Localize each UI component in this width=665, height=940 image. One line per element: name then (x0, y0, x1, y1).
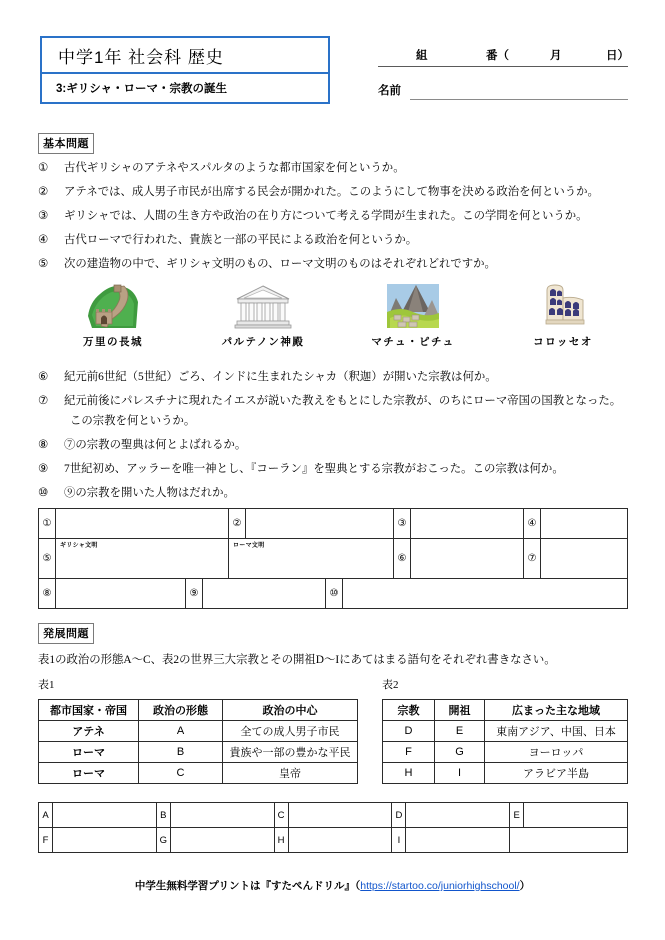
question-item (38, 462, 638, 477)
table2-header-0: 宗教 (383, 700, 435, 721)
question-item (38, 486, 638, 501)
footer-text-after: ） (519, 880, 531, 892)
basic-question-list (38, 161, 638, 280)
page-title: 中学1年 社会科 歴史 (58, 47, 224, 67)
answer-marker: ③ (394, 509, 411, 538)
day-label: 日） (606, 50, 629, 62)
answer-cell-1[interactable] (39, 509, 229, 538)
answer-cell-3[interactable] (394, 509, 524, 538)
answer-field[interactable] (524, 803, 627, 827)
question-item (38, 185, 638, 200)
machu-picchu-icon (338, 280, 488, 330)
footer-url[interactable]: https://startoo.co/juniorhighschool/ (360, 880, 520, 892)
answer-row (39, 539, 627, 579)
answer-row (39, 509, 627, 539)
question-item (38, 209, 638, 224)
table1-cell: 貴族や一部の豊かな平民 (223, 742, 358, 763)
answer-cell-4[interactable] (524, 509, 627, 538)
question-number: ⑦ (38, 394, 49, 407)
answer-cell-g[interactable] (157, 828, 275, 852)
answer-field[interactable] (289, 828, 392, 852)
answer-marker: E (510, 803, 524, 827)
answer-field[interactable] (53, 828, 156, 852)
answer-cell-d[interactable] (392, 803, 510, 827)
answer-marker: G (157, 828, 171, 852)
student-id-row (378, 42, 628, 67)
table2-cell: ヨーロッパ (485, 742, 628, 763)
answer-cell-a[interactable] (39, 803, 157, 827)
answer-cell-b[interactable] (157, 803, 275, 827)
question-text: 7世紀初め、アッラーを唯一神とし、『コーラン』を聖典とする宗教がおこった。この宗教は何か。 (64, 463, 564, 476)
table1-label: 表1 (38, 679, 55, 691)
answer-marker: ⑧ (39, 579, 56, 608)
answer-field[interactable] (406, 803, 509, 827)
table1-cell: B (139, 742, 223, 763)
answer-field[interactable] (289, 803, 392, 827)
question-number: ④ (38, 233, 49, 246)
answer-field[interactable] (229, 539, 393, 578)
question-number: ⑨ (38, 463, 49, 476)
answer-cell-e[interactable] (510, 803, 627, 827)
worksheet-title-box (40, 36, 330, 74)
class-label: 組 (416, 50, 428, 62)
question-text: アテネでは、成人男子市民が出席する民会が開かれた。このようにして物事を決める政治を何というか。 (64, 185, 599, 198)
table-row (39, 721, 358, 742)
basic-question-list-continued (38, 370, 638, 510)
answer-row (39, 579, 627, 608)
answer-marker: ⑨ (186, 579, 203, 608)
answer-marker: ⑩ (326, 579, 343, 608)
table-row (383, 763, 628, 784)
table-row (383, 721, 628, 742)
month-label: 月 (550, 50, 562, 62)
question-number: ① (38, 162, 49, 174)
basic-section-label: 基本問題 (38, 133, 94, 154)
answer-hint-roman: ローマ文明 (233, 543, 265, 549)
answer-field[interactable] (56, 509, 228, 538)
question-item (38, 438, 638, 453)
answer-marker: B (157, 803, 171, 827)
answer-field[interactable] (411, 509, 523, 538)
question-text: 紀元前後にパレスチナに現れたイエスが説いた教えをもとにした宗教が、のちにローマ帝国の国教となった。 (64, 394, 622, 407)
table2-label: 表2 (382, 679, 399, 691)
monument-item (38, 280, 188, 349)
table-row (39, 742, 358, 763)
answer-row (39, 828, 627, 852)
answer-marker: ④ (524, 509, 541, 538)
parthenon-icon (188, 280, 338, 330)
answer-cell-10[interactable] (326, 579, 627, 608)
table1-cell: A (139, 721, 223, 742)
question-item (38, 257, 638, 272)
answer-marker: ⑦ (524, 539, 541, 578)
question-number: ③ (38, 209, 49, 222)
answer-cell-6[interactable] (394, 539, 524, 578)
name-label: 名前 (378, 85, 401, 97)
table2-header-2: 広まった主な地域 (485, 700, 628, 721)
question-text: ⑨の宗教を開いた人物はだれか。 (64, 486, 235, 499)
advanced-section-label: 発展問題 (38, 623, 94, 644)
monument-caption: パルテノン神殿 (221, 336, 305, 348)
question-item (38, 161, 638, 176)
answer-marker: ② (229, 509, 246, 538)
monument-caption: 万里の長城 (83, 336, 143, 348)
answer-marker: A (39, 803, 53, 827)
table-row (383, 742, 628, 763)
answer-cell-c[interactable] (275, 803, 393, 827)
answer-field[interactable] (246, 509, 393, 538)
answer-row (39, 803, 627, 828)
number-label: 番（ (486, 50, 509, 62)
answer-cell-7[interactable] (524, 539, 627, 578)
great-wall-icon (38, 280, 188, 330)
question-text: 紀元前6世紀（5世紀）ごろ、インドに生まれたシャカ（釈迦）が開いた宗教は何か。 (64, 371, 497, 383)
answer-marker: F (39, 828, 53, 852)
question-number: ⑩ (38, 486, 49, 499)
table-politics (38, 699, 358, 784)
table1-cell: C (139, 763, 223, 784)
monument-row (38, 280, 638, 349)
answer-cell-h[interactable] (275, 828, 393, 852)
question-number: ⑧ (38, 439, 49, 452)
monument-item (488, 280, 638, 349)
footer (0, 878, 665, 893)
worksheet-subtitle-box (40, 74, 330, 104)
answer-marker: ① (39, 509, 56, 538)
table2-cell: H (383, 763, 435, 784)
table-row (39, 763, 358, 784)
answer-field[interactable] (406, 828, 509, 852)
answer-cell-8[interactable] (39, 579, 186, 608)
answer-field[interactable] (171, 828, 274, 852)
answer-cell-9[interactable] (186, 579, 326, 608)
answer-marker: I (392, 828, 406, 852)
answer-marker: C (275, 803, 289, 827)
advanced-answer-grid (38, 802, 628, 853)
page-subtitle: 3:ギリシャ・ローマ・宗教の誕生 (56, 83, 227, 95)
table1-header-1: 政治の形態 (139, 700, 223, 721)
table1-header-0: 都市国家・帝国 (39, 700, 139, 721)
question-text-continued: この宗教を何というか。 (70, 415, 196, 428)
table1-header-2: 政治の中心 (223, 700, 358, 721)
question-item (38, 394, 638, 430)
table1-cell: ローマ (39, 742, 139, 763)
table2-header-1: 開祖 (435, 700, 485, 721)
footer-text: 中学生無料学習プリントは『すたぺんドリル』（ (134, 880, 361, 892)
answer-field[interactable] (56, 579, 185, 608)
question-number: ⑤ (38, 257, 49, 270)
question-text: 古代ギリシャのアテネやスパルタのような都市国家を何というか。 (64, 162, 405, 174)
table1-cell: アテネ (39, 721, 139, 742)
answer-field[interactable] (541, 509, 627, 538)
answer-field[interactable] (171, 803, 274, 827)
table2-cell: I (435, 763, 485, 784)
question-number: ⑥ (38, 371, 49, 383)
name-write-line[interactable] (410, 99, 628, 100)
basic-answer-grid (38, 508, 628, 609)
answer-cell-blank (510, 828, 627, 852)
table1-cell: 皇帝 (223, 763, 358, 784)
answer-marker: ⑤ (39, 539, 56, 578)
answer-cell-2[interactable] (229, 509, 394, 538)
table1-cell: ローマ (39, 763, 139, 784)
table2-cell: D (383, 721, 435, 742)
answer-marker: H (275, 828, 289, 852)
table1-cell: 全ての成人男子市民 (223, 721, 358, 742)
advanced-instruction: 表1の政治の形態A〜C、表2の世界三大宗教とその開祖D〜Iにあてはまる語句をそれぞれ書きなさい。 (38, 654, 556, 666)
table-header-row (383, 700, 628, 721)
colosseum-icon (488, 280, 638, 330)
question-item (38, 233, 638, 248)
question-item (38, 370, 638, 385)
answer-cell-f[interactable] (39, 828, 157, 852)
student-name-row (378, 78, 628, 100)
answer-field[interactable] (56, 539, 228, 578)
monument-caption: マチュ・ピチュ (371, 336, 455, 348)
question-text: ⑦の宗教の聖典は何とよばれるか。 (64, 439, 247, 452)
question-number: ② (38, 185, 49, 198)
question-text: 次の建造物の中で、ギリシャ文明のもの、ローマ文明のものはそれぞれどれですか。 (64, 257, 496, 270)
answer-field[interactable] (411, 539, 523, 578)
table2-cell: G (435, 742, 485, 763)
answer-cell-i[interactable] (392, 828, 510, 852)
answer-marker: ⑥ (394, 539, 411, 578)
answer-field (510, 828, 627, 852)
question-text: 古代ローマで行われた、貴族と一部の平民による政治を何というか。 (64, 233, 418, 246)
answer-cell-5-greek[interactable] (39, 539, 229, 578)
monument-item (338, 280, 488, 349)
monument-item (188, 280, 338, 349)
table2-cell: E (435, 721, 485, 742)
answer-hint-greek: ギリシャ文明 (60, 543, 98, 549)
monument-caption: コロッセオ (533, 336, 593, 348)
answer-field[interactable] (541, 539, 627, 578)
table2-cell: 東南アジア、中国、日本 (485, 721, 628, 742)
answer-field[interactable] (203, 579, 325, 608)
table2-cell: アラビア半島 (485, 763, 628, 784)
question-text: ギリシャでは、人間の生き方や政治の在り方について考える学問が生まれた。この学問を何というか。 (64, 209, 588, 222)
answer-marker: D (392, 803, 406, 827)
table2-cell: F (383, 742, 435, 763)
answer-field[interactable] (343, 579, 627, 608)
answer-field[interactable] (53, 803, 156, 827)
answer-cell-5-roman[interactable] (229, 539, 394, 578)
table-religions (382, 699, 628, 784)
table-header-row (39, 700, 358, 721)
header-title-block (40, 36, 330, 104)
